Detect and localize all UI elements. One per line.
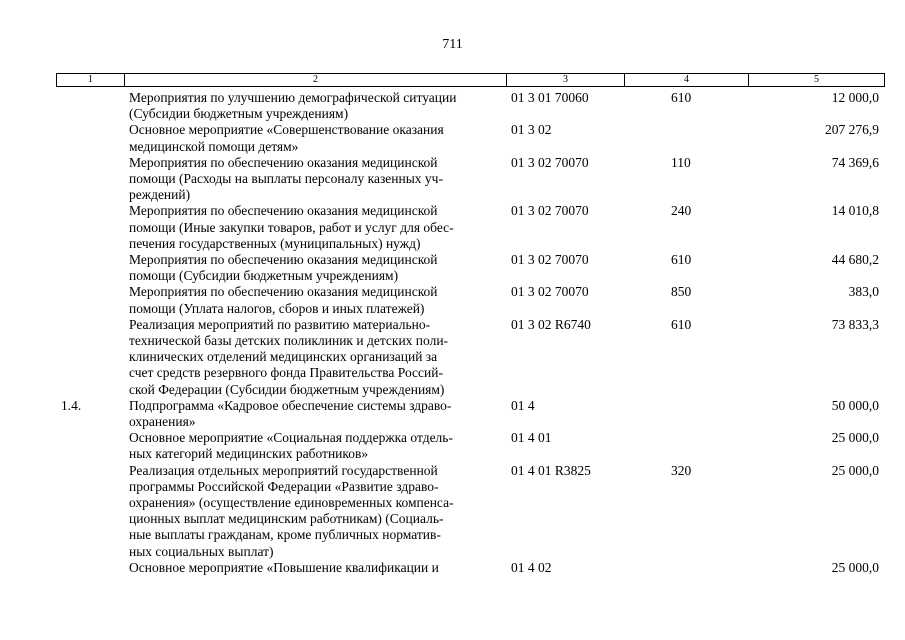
description-line: реждений)	[129, 187, 191, 203]
description-line: Мероприятия по обеспечению оказания медицинской	[129, 252, 438, 268]
page-number: 711	[442, 37, 463, 52]
table-row	[0, 252, 905, 284]
description-line: помощи (Уплата налогов, сборов и иных платежей)	[129, 300, 425, 316]
row-code: 01 3 01 70060	[511, 90, 589, 105]
description-line: Основное мероприятие «Совершенствование оказания	[129, 122, 444, 138]
description-line: ных социальных выплат)	[129, 543, 274, 559]
row-code: 01 4 01 R3825	[511, 462, 591, 478]
budget-table-body	[0, 90, 905, 576]
row-code: 01 3 02	[511, 122, 552, 138]
row-expense-type: 610	[671, 252, 692, 268]
row-amount: 44 680,2	[831, 252, 879, 268]
description-line: Основное мероприятие «Повышение квалификации и	[129, 559, 439, 575]
row-code: 01 3 02 70070	[511, 252, 589, 268]
table-row	[0, 463, 905, 560]
table-row	[0, 398, 905, 430]
description-line: ской Федерации (Субсидии бюджетным учреждениям)	[129, 381, 445, 397]
table-row	[0, 560, 905, 576]
table-row	[0, 203, 905, 252]
description-line: Мероприятия по обеспечению оказания медицинской	[129, 154, 438, 170]
table-row	[0, 122, 905, 154]
row-description	[129, 317, 499, 398]
description-line: охранения»	[129, 414, 196, 430]
column-header-3: 3	[506, 74, 624, 86]
row-amount: 25 000,0	[831, 462, 879, 478]
row-description	[129, 560, 499, 576]
table-row	[0, 284, 905, 316]
description-line: Основное мероприятие «Социальная поддержка отдель-	[129, 430, 453, 446]
row-description	[129, 284, 499, 316]
description-line: ных категорий медицинских работников»	[129, 446, 369, 462]
row-description	[129, 90, 499, 122]
row-expense-type: 610	[671, 90, 692, 105]
description-line: Мероприятия по обеспечению оказания медицинской	[129, 284, 438, 300]
description-line: технической базы детских поликлиник и детских поли-	[129, 333, 449, 349]
row-amount: 207 276,9	[825, 122, 879, 138]
row-description	[129, 155, 499, 204]
row-amount: 74 369,6	[831, 154, 879, 170]
description-line: Реализация отдельных мероприятий государственной	[129, 462, 438, 478]
row-amount: 12 000,0	[831, 90, 879, 105]
table-row	[0, 430, 905, 462]
description-line: ционных выплат медицинским работникам) (Социаль-	[129, 511, 444, 527]
column-header-1: 1	[88, 74, 93, 85]
row-code: 01 3 02 70070	[511, 203, 589, 219]
table-row	[0, 317, 905, 398]
row-description	[129, 430, 499, 462]
description-line: Реализация мероприятий по развитию материально-	[129, 316, 431, 332]
description-line: (Субсидии бюджетным учреждениям)	[129, 106, 349, 122]
row-expense-type: 610	[671, 316, 692, 332]
table-row	[0, 155, 905, 204]
description-line: счет средств резервного фонда Правительства Россий-	[129, 365, 443, 381]
row-code: 01 3 02 70070	[511, 154, 589, 170]
description-line: помощи (Иные закупки товаров, работ и услуг для обес-	[129, 219, 454, 235]
row-code: 01 4 02	[511, 559, 552, 575]
row-amount: 25 000,0	[831, 559, 879, 575]
description-line: печения государственных (муниципальных) нужд)	[129, 235, 421, 251]
row-description	[129, 203, 499, 252]
column-header-4: 4	[624, 74, 748, 86]
row-description	[129, 252, 499, 284]
description-line: охранения» (осуществление единовременных компенса-	[129, 495, 454, 511]
row-code: 01 4 01	[511, 430, 552, 446]
row-description	[129, 398, 499, 430]
row-amount: 73 833,3	[831, 316, 879, 332]
row-amount: 383,0	[848, 284, 879, 300]
description-line: помощи (Субсидии бюджетным учреждениям)	[129, 268, 399, 284]
description-line: Мероприятия по обеспечению оказания медицинской	[129, 203, 438, 219]
row-amount: 14 010,8	[831, 203, 879, 219]
description-line: клинических отделений медицинских организаций за	[129, 349, 438, 365]
row-code: 01 3 02 70070	[511, 284, 589, 300]
row-code: 01 3 02 R6740	[511, 316, 591, 332]
row-expense-type: 320	[671, 462, 692, 478]
row-description	[129, 463, 499, 560]
column-header-5: 5	[748, 74, 884, 86]
row-description	[129, 122, 499, 154]
column-header-2: 2	[124, 74, 506, 86]
description-line: помощи (Расходы на выплаты персоналу казенных уч-	[129, 171, 443, 187]
description-line: ные выплаты гражданам, кроме публичных норматив-	[129, 527, 441, 543]
row-amount: 25 000,0	[831, 430, 879, 446]
table-row	[0, 90, 905, 122]
row-number: 1.4.	[61, 397, 82, 413]
description-line: Подпрограмма «Кадровое обеспечение системы здраво-	[129, 397, 452, 413]
row-code: 01 4	[511, 397, 535, 413]
description-line: медицинской помощи детям»	[129, 138, 299, 154]
description-line: Мероприятия по улучшению демографической ситуации	[129, 90, 457, 105]
row-expense-type: 240	[671, 203, 692, 219]
column-header-row	[56, 73, 885, 87]
description-line: программы Российской Федерации «Развитие здраво-	[129, 478, 439, 494]
row-expense-type: 110	[671, 154, 691, 170]
row-expense-type: 850	[671, 284, 692, 300]
row-amount: 50 000,0	[831, 397, 879, 413]
